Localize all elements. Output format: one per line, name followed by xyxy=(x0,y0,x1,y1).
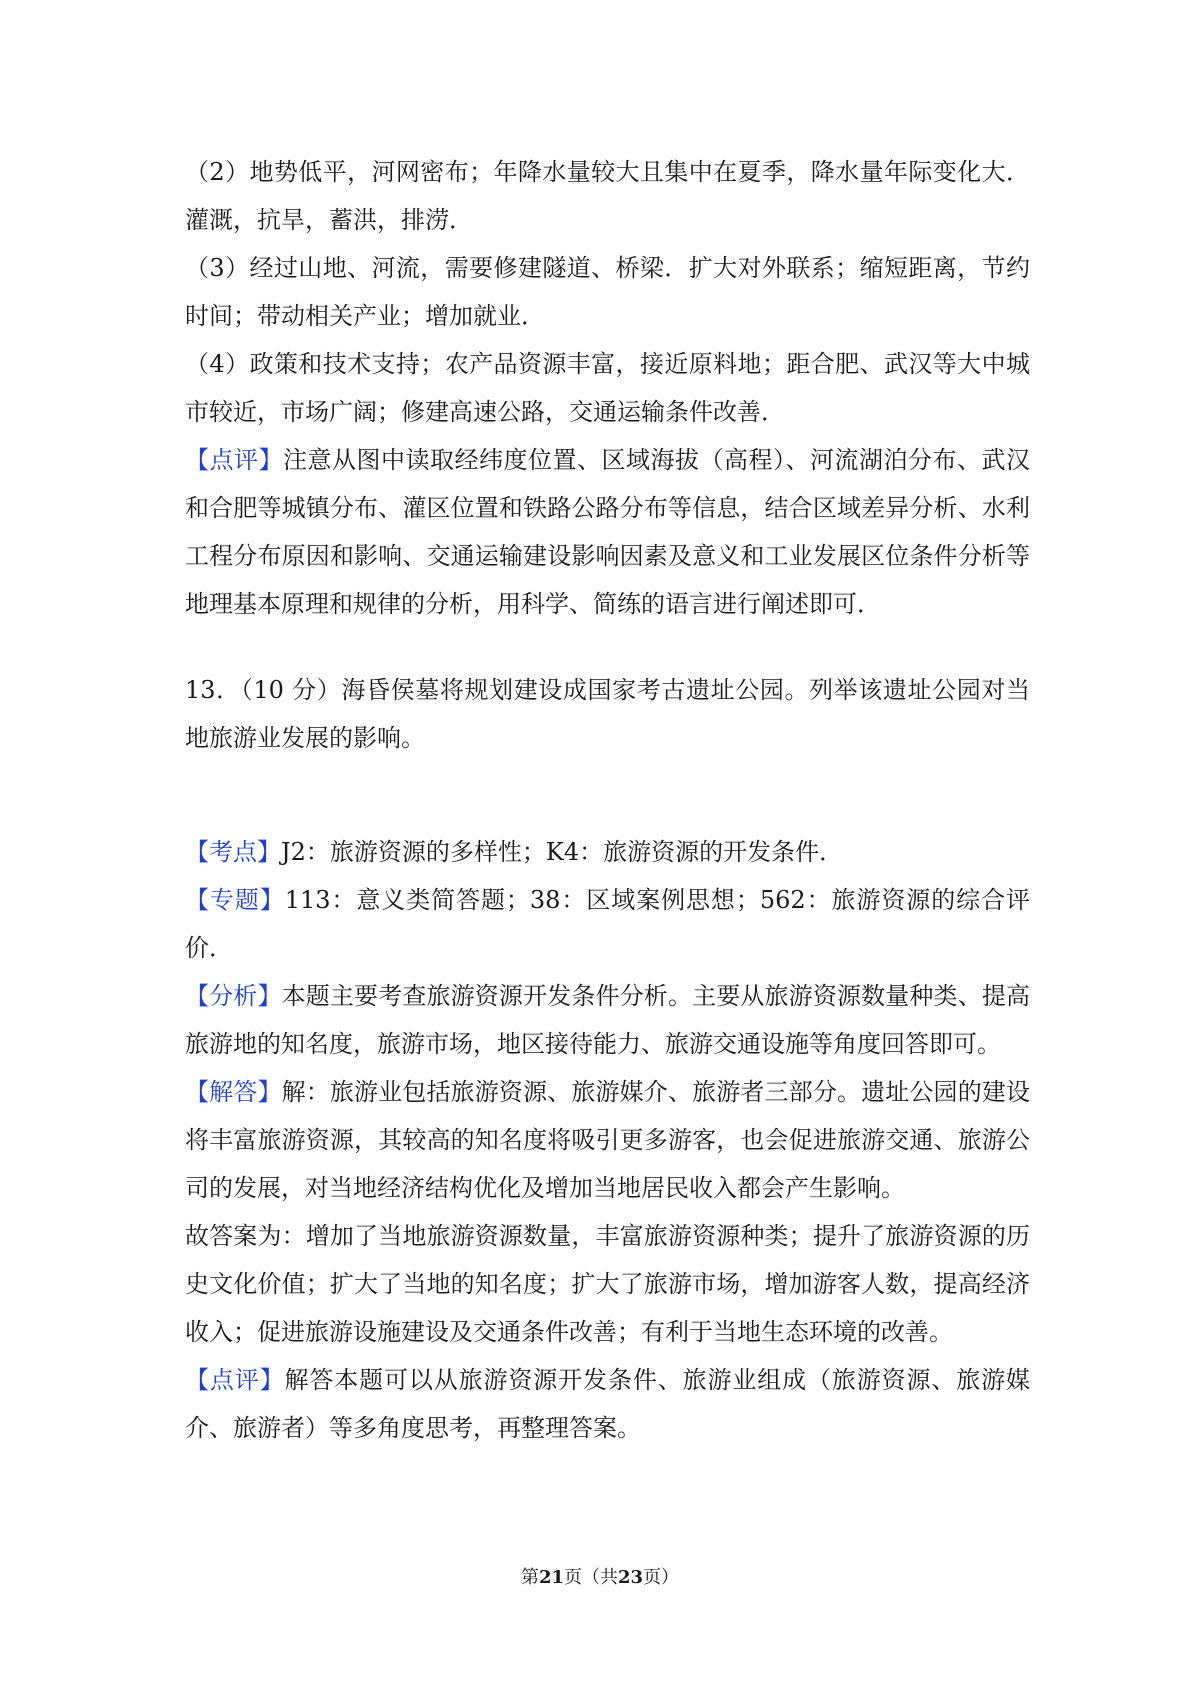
zhuanti-paragraph xyxy=(185,876,1030,972)
footer-mid: 页（共 xyxy=(564,1567,618,1588)
page-content xyxy=(185,148,1030,1452)
fenxi-tag: 【分析】 xyxy=(185,982,282,1010)
kaodian-paragraph xyxy=(185,828,1030,876)
answer-part-3: （3）经过山地、河流，需要修建隧道、桥梁．扩大对外联系；缩短距离，节约时间；带动相关产业；增加就业． xyxy=(185,254,1030,330)
jieda-text: 解：旅游业包括旅游资源、旅游媒介、旅游者三部分。遗址公园的建设将丰富旅游资源，其较高的知名度将吸引更多游客，也会促进旅游交通、旅游公司的发展，对当地经济结构优化及增加当地居民收入都会产生影响。 xyxy=(185,1078,1031,1202)
dianping-paragraph xyxy=(185,1356,1030,1452)
spacer xyxy=(185,628,1030,666)
page-footer xyxy=(0,1566,1200,1590)
zhuanti-text: 113：意义类简答题；38：区域案例思想；562：旅游资源的综合评价． xyxy=(185,886,1030,962)
spacer xyxy=(185,762,1030,828)
footer-total-pages: 23 xyxy=(618,1567,644,1588)
dianping-tag: 【点评】 xyxy=(185,1366,285,1394)
footer-page-number: 21 xyxy=(538,1567,564,1588)
kaodian-tag: 【考点】 xyxy=(185,838,281,866)
question-13: 13．（10 分）海昏侯墓将规划建设成国家考古遗址公园。列举该遗址公园对当地旅游业发展的影响。 xyxy=(185,676,1030,752)
jieda-paragraph xyxy=(185,1068,1030,1212)
answer-part-4: （4）政策和技术支持；农产品资源丰富，接近原料地；距合肥、武汉等大中城市较近，市场广阔；修建高速公路，交通运输条件改善． xyxy=(185,350,1030,426)
fenxi-text: 本题主要考查旅游资源开发条件分析。主要从旅游资源数量种类、提高旅游地的知名度，旅游市场，地区接待能力、旅游交通设施等角度回答即可。 xyxy=(185,982,1031,1058)
jieda-tag: 【解答】 xyxy=(185,1078,282,1106)
answer-paragraph: 故答案为：增加了当地旅游资源数量，丰富旅游资源种类；提升了旅游资源的历史文化价值；扩大了当地的知名度；扩大了旅游市场，增加游客人数，提高经济收入；促进旅游设施建设及交通条件改善；有利于当地生态环境的改善。 xyxy=(185,1222,1030,1346)
review-paragraph-prev xyxy=(185,436,1030,628)
review-tag: 【点评】 xyxy=(185,446,283,474)
answer-part-2: （2）地势低平，河网密布；年降水量较大且集中在夏季，降水量年际变化大．灌溉，抗旱，蓄洪，排涝． xyxy=(185,158,1030,234)
footer-suffix: 页） xyxy=(643,1567,680,1588)
zhuanti-tag: 【专题】 xyxy=(185,886,285,914)
kaodian-text: J2：旅游资源的多样性；K4：旅游资源的开发条件． xyxy=(281,838,844,866)
footer-prefix: 第 xyxy=(520,1567,539,1588)
dianping-text: 解答本题可以从旅游资源开发条件、旅游业组成（旅游资源、旅游媒介、旅游者）等多角度思考，再整理答案。 xyxy=(185,1366,1030,1442)
fenxi-paragraph xyxy=(185,972,1030,1068)
review-text: 注意从图中读取经纬度位置、区域海拔（高程）、河流湖泊分布、武汉和合肥等城镇分布、灌区位置和铁路公路分布等信息，结合区域差异分析、水利工程分布原因和影响、交通运输建设影响因素及意义和工业发展区位条件分析等地理基本原理和规律的分析，用科学、简练的语言进行阐述即可． xyxy=(185,446,1030,618)
